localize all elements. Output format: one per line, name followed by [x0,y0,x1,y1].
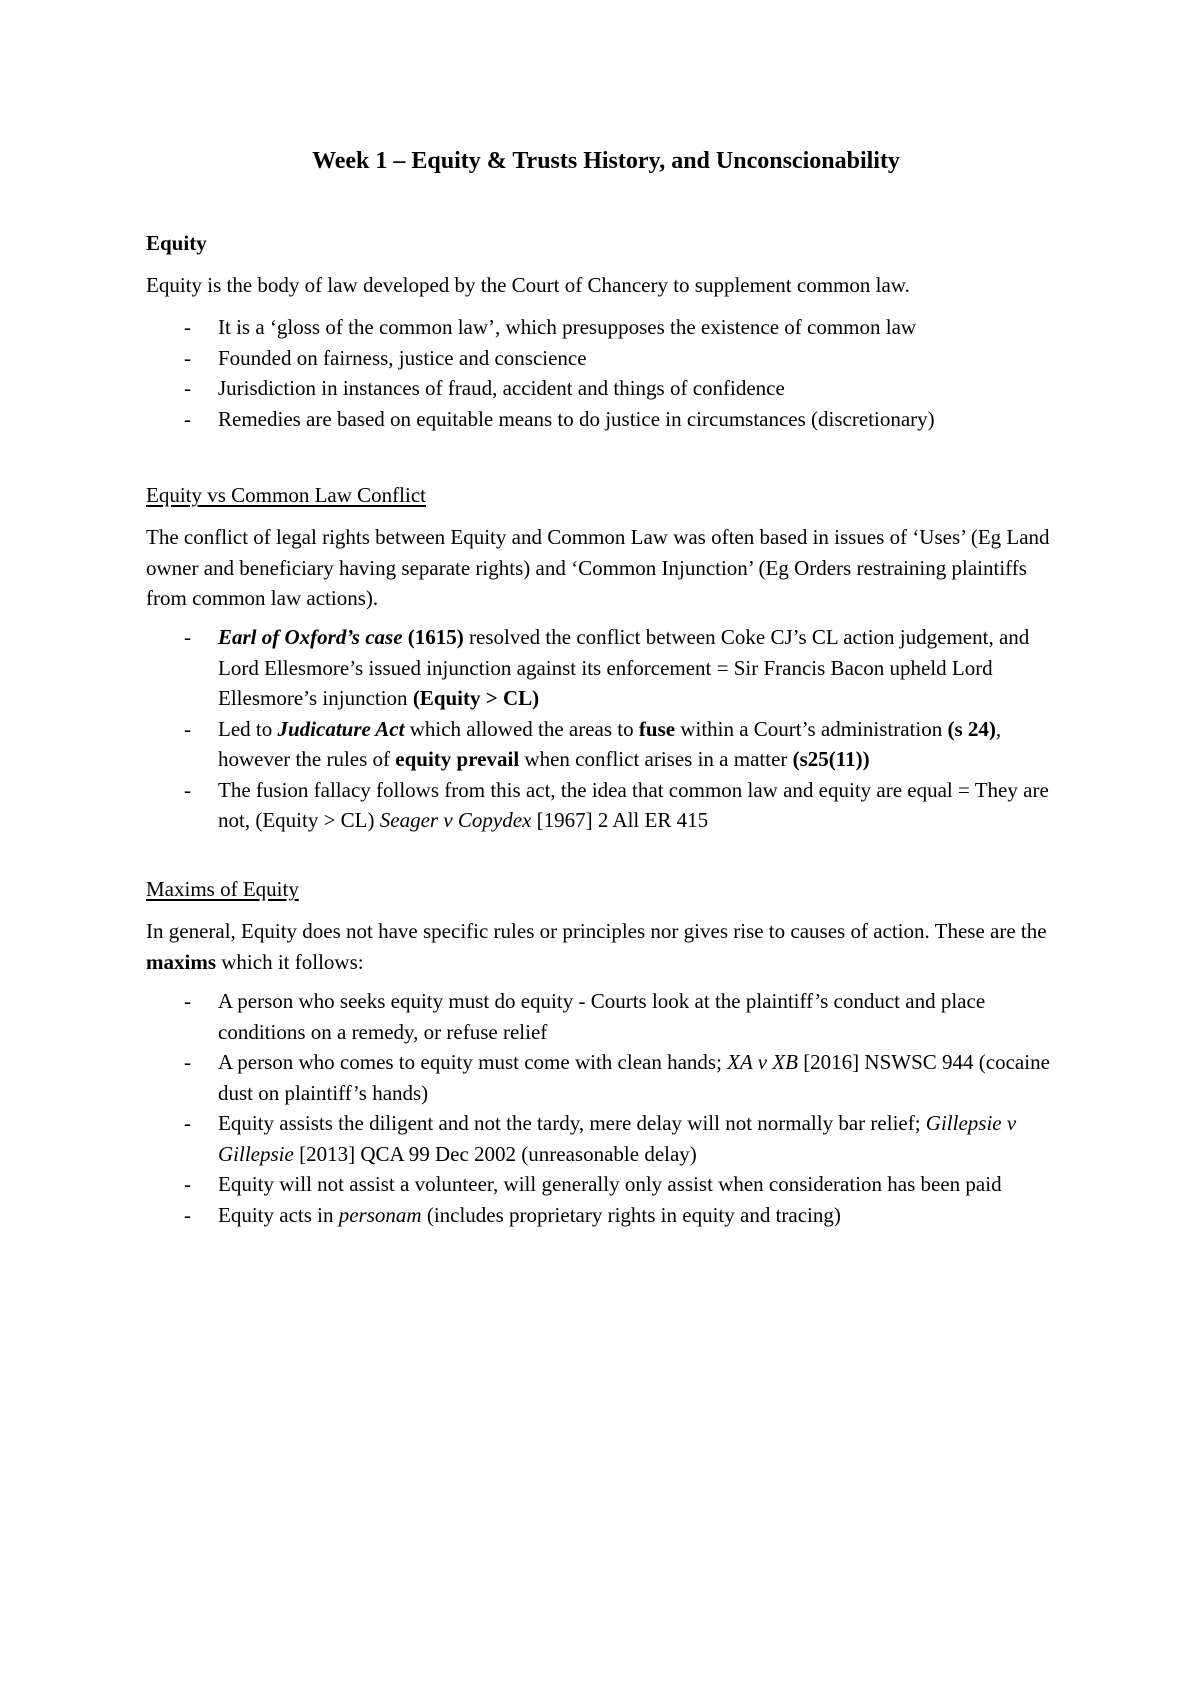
list-item [146,622,1066,714]
act-name: Judicature Act [277,716,405,741]
bullet-dash: - [184,345,191,370]
conflict-bullet-list [146,622,1066,836]
list-item [146,986,1066,1047]
bullet-text: Jurisdiction in instances of fraud, accident and things of confidence [218,376,785,400]
case-citation: [2013] QCA 99 Dec 2002 (unreasonable delay) [293,1141,697,1166]
intro-text: In general, Equity does not have specific rules or principles nor gives rise to causes of action. These are the [146,919,1047,943]
case-citation: [2016] NSWSC 944 (cocaine dust on plaintiff’s hands) [218,1050,1050,1105]
bullet-dash: - [184,1202,191,1227]
list-item [146,1108,1066,1169]
bullet-text: Led to [218,716,278,741]
bullet-text: Equity acts in [218,1202,339,1227]
bullet-text: within a Court’s administration [675,716,948,741]
bullet-dash: - [184,777,191,802]
list-item [146,312,1066,343]
list-item [146,343,1066,374]
bullet-dash: - [184,625,191,649]
bullet-dash: - [184,989,191,1013]
bullet-dash: - [184,315,191,339]
bullet-text: Equity assists the diligent and not the tardy, mere delay will not normally bar relief; [218,1111,926,1135]
maxims-bullet-list [146,986,1066,1230]
bullet-dash: - [184,716,191,741]
bullet-dash: - [184,1050,191,1074]
bullet-text: A person who seeks equity must do equity - Courts look at the plaintiff’s conduct and place conditions on a remedy, or refuse relief [218,989,986,1044]
case-name: Seager v Copydex [379,808,532,832]
case-name: Gillepsie v Gillepsie [218,1111,1017,1166]
bullet-text: , however the rules of [218,716,1002,771]
bullet-text: (includes proprietary rights in equity and tracing) [421,1202,841,1227]
bullet-emphasis: equity prevail [395,747,520,771]
list-item [146,1200,1066,1231]
bullet-text: Equity will not assist a volunteer, will generally only assist when consideration has been paid [218,1172,1002,1196]
equity-heading: Equity [146,231,207,255]
bullet-emphasis: (Equity > CL) [412,686,540,710]
bullet-text: Remedies are based on equitable means to do justice in circumstances (discretionary) [218,406,935,431]
section-ref: (s 24) [947,716,996,741]
case-name: Earl of Oxford’s case [218,625,403,649]
bullet-dash: - [184,376,191,400]
case-citation: [1967] 2 All ER 415 [531,808,709,832]
bullet-text: The fusion fallacy follows from this act, the idea that common law and equity are equal = They are not, (Equity > CL) [218,777,1049,832]
bullet-emphasis: fuse [638,716,676,741]
bullet-text: A person who comes to equity must come with clean hands; [218,1050,728,1074]
list-item [146,1169,1066,1200]
equity-intro: Equity is the body of law developed by the Court of Chancery to supplement common law. [146,273,910,297]
bullet-dash: - [184,1111,191,1135]
bullet-text: which allowed the areas to [404,716,639,741]
conflict-intro: The conflict of legal rights between Equity and Common Law was often based in issues of ‘Uses’ (Eg Land owner and beneficiary having separate rights) and ‘Common Injunction’ (Eg Orders restraining plaintiffs from common law actions). [146,525,1050,610]
bullet-text: when conflict arises in a matter [519,747,793,771]
case-year: (1615) [407,625,464,649]
intro-emphasis: maxims [146,949,216,974]
bullet-text: resolved the conflict between Coke CJ’s CL action judgement, and Lord Ellesmore’s issued injunction against its enforcement = Sir Francis Bacon upheld Lord Ellesmore’s injunction [218,625,1030,710]
list-item [146,404,1066,435]
list-item [146,1047,1066,1108]
list-item [146,373,1066,404]
case-name: XA v XB [727,1050,798,1074]
list-item [146,775,1066,836]
intro-text: which it follows: [216,949,364,974]
bullet-text: Founded on fairness, justice and conscience [218,345,587,370]
equity-bullet-list [146,312,1066,434]
bullet-text: It is a ‘gloss of the common law’, which presupposes the existence of common law [218,315,917,339]
maxims-heading: Maxims of Equity [146,877,299,901]
bullet-dash: - [184,406,191,431]
page-title: Week 1 – Equity & Trusts History, and Unconscionability [312,148,900,174]
maxims-intro [146,916,1066,977]
list-item [146,714,1066,775]
section-ref: (s25(11)) [792,747,870,771]
conflict-heading: Equity vs Common Law Conflict [146,483,426,507]
latin-term: personam [338,1202,422,1227]
bullet-dash: - [184,1172,191,1196]
